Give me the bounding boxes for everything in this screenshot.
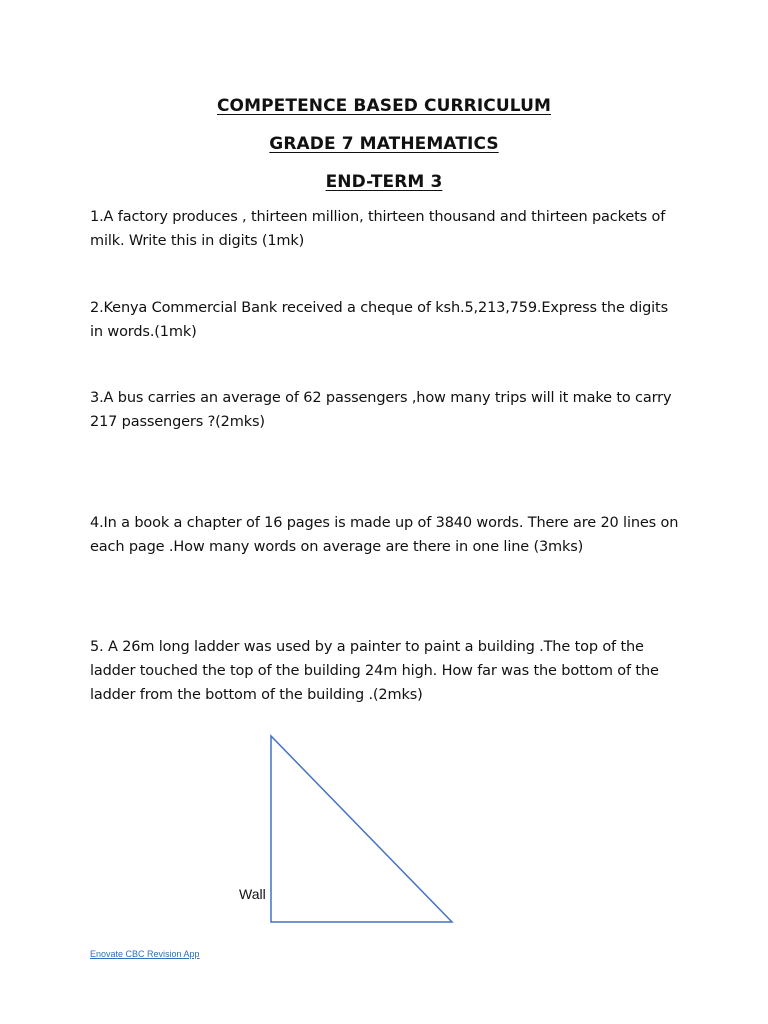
question-5: 5. A 26m long ladder was used by a painter to paint a building .The top of the ladder touched the top of the building 24m high. How far was the bottom of the ladder from the bottom of the building .(2mks) (90, 639, 659, 703)
question-1: 1.A factory produces , thirteen million, thirteen thousand and thirteen packets of milk. Write this in digits (1mk) (90, 209, 666, 249)
curriculum-heading: COMPETENCE BASED CURRICULUM (216, 96, 552, 116)
question-4: 4.In a book a chapter of 16 pages is made up of 3840 words. There are 20 lines on each page .How many words on average are there in one line (3mks) (90, 515, 679, 555)
footer-app-link[interactable]: Enovate CBC Revision App (90, 949, 200, 959)
question-3: 3.A bus carries an average of 62 passengers ,how many trips will it make to carry 217 passengers ?(2mks) (90, 390, 672, 430)
subject-heading: GRADE 7 MATHEMATICS (269, 134, 499, 154)
exam-heading: END-TERM 3 (325, 172, 443, 192)
wall-label: Wall (239, 886, 266, 902)
question-2: 2.Kenya Commercial Bank received a cheque of ksh.5,213,759.Express the digits in words.(1mk) (90, 300, 669, 340)
ladder-triangle (271, 736, 452, 922)
